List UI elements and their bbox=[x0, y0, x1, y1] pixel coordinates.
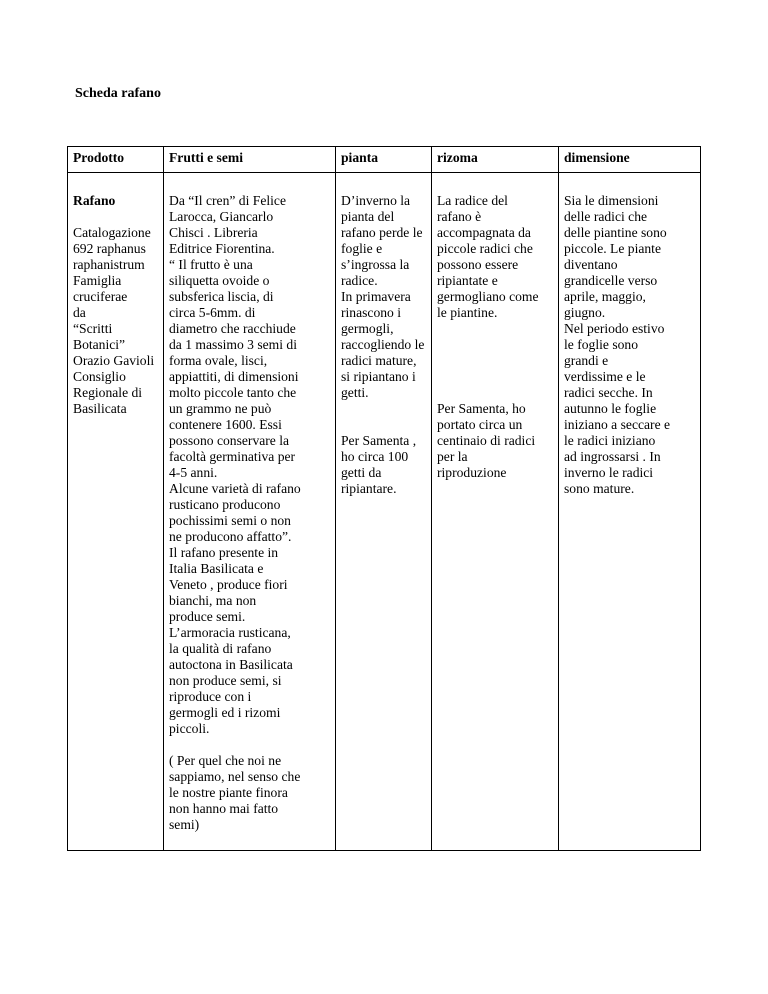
product-details: Catalogazione 692 raphanus raphanistrum Famiglia cruciferae da “Scritti Botanici” Orazio Gavioli Consiglio Regionale di Basilicata bbox=[73, 225, 155, 416]
document-title: Scheda rafano bbox=[75, 86, 161, 101]
cell-frutti-semi bbox=[164, 173, 336, 851]
pianta-text: D’inverno la pianta del rafano perde le foglie e s’ingrossa la radice. In primavera rinascono i germogli, raccogliendo le radici mature, si ripiantano i getti. bbox=[341, 193, 425, 400]
header-frutti-semi: Frutti e semi bbox=[164, 147, 336, 173]
table-row bbox=[68, 173, 701, 851]
dimensione-text: Sia le dimensioni delle radici che delle piantine sono piccole. Le piante diventano grandicelle verso aprile, maggio, giugno. Nel periodo estivo le foglie sono grandi e verdissime e le radici secche. In autunno le foglie iniziano a seccare e le radici iniziano ad ingrossarsi . In inverno le radici sono mature. bbox=[564, 193, 671, 496]
rizoma-samenta: Per Samenta, ho portato circa un centinaio di radici per la riproduzione bbox=[437, 401, 536, 480]
pianta-samenta: Per Samenta , ho circa 100 getti da ripiantare. bbox=[341, 433, 417, 496]
header-row bbox=[68, 147, 701, 173]
header-prodotto: Prodotto bbox=[68, 147, 164, 173]
frutti-semi-note: ( Per quel che noi ne sappiamo, nel senso che le nostre piante finora non hanno mai fatto semi) bbox=[169, 753, 301, 832]
frutti-semi-text: Da “Il cren” di Felice Larocca, Giancarlo Chisci . Libreria Editrice Fiorentina. “ Il frutto è una siliquetta ovoide o subsferica liscia, di circa 5-6mm. di diametro che racchiude da 1 massimo 3 semi di forma ovale, lisci, appiattiti, di dimensioni molto piccole tanto che un grammo ne può contenere 1600. Essi possono conservare la facoltà germinativa per 4-5 anni. Alcune varietà di rafano rusticano producono pochissimi semi o non ne producono affatto”. Il rafano presente in Italia Basilicata e Veneto , produce fiori bianchi, ma non produce semi. L’armoracia rusticana, la qualità di rafano autoctona in Basilicata non produce semi, si riproduce con i germogli ed i rizomi piccoli. bbox=[169, 193, 301, 736]
rizoma-text: La radice del rafano è accompagnata da piccole radici che possono essere ripiantate e germogliano come le piantine. bbox=[437, 193, 539, 320]
product-name: Rafano bbox=[73, 193, 116, 208]
data-table bbox=[67, 146, 701, 851]
cell-prodotto bbox=[68, 173, 164, 851]
header-dimensione: dimensione bbox=[559, 147, 701, 173]
cell-pianta bbox=[336, 173, 432, 851]
cell-dimensione bbox=[559, 173, 701, 851]
cell-rizoma bbox=[432, 173, 559, 851]
header-rizoma: rizoma bbox=[432, 147, 559, 173]
header-pianta: pianta bbox=[336, 147, 432, 173]
